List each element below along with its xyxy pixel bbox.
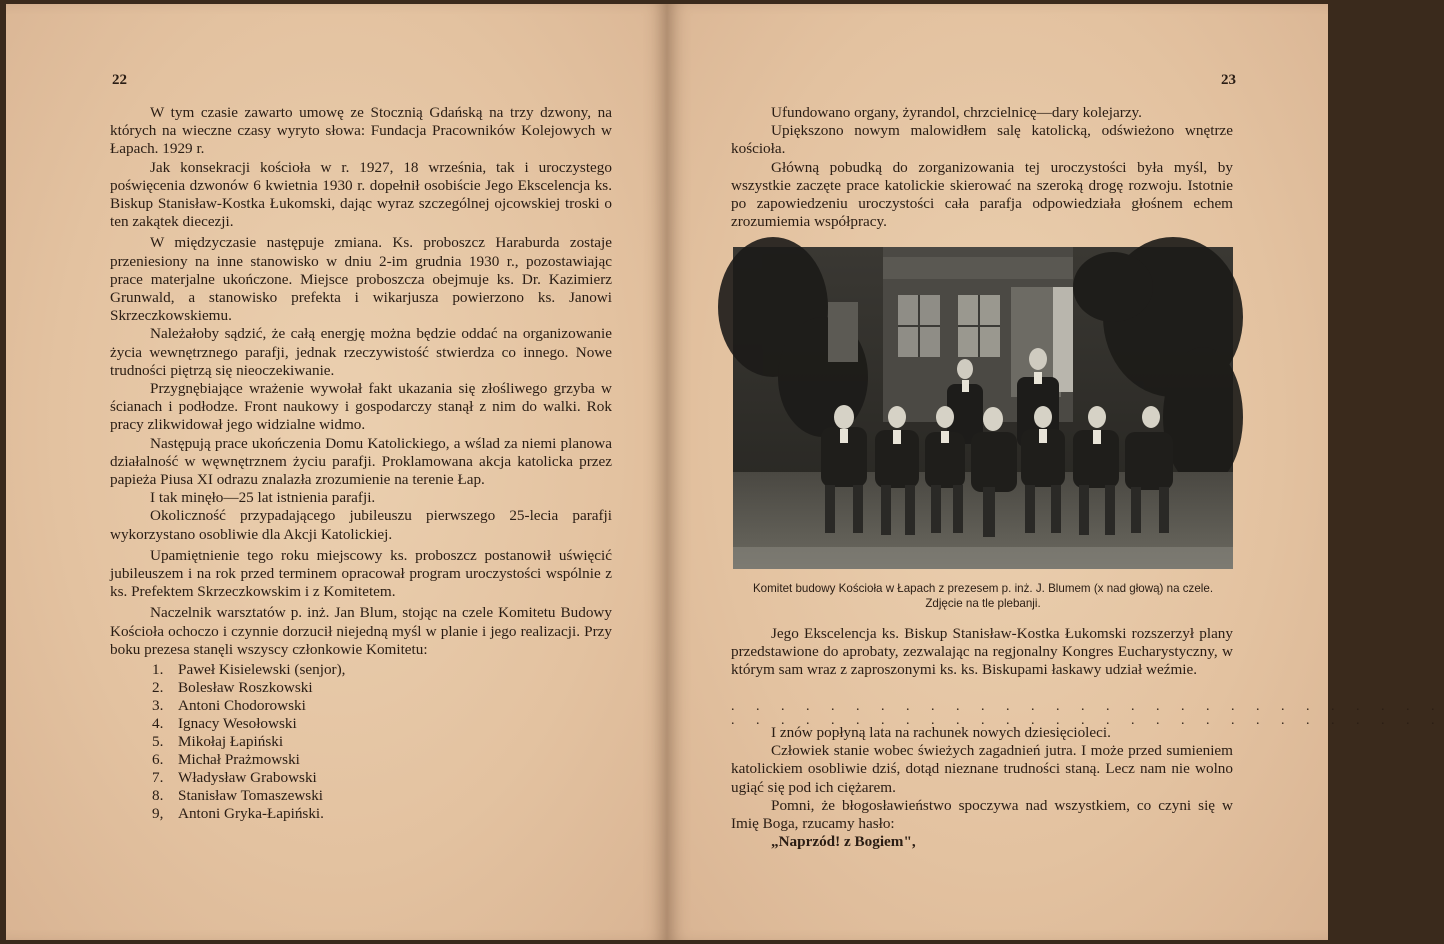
paragraph: Naczelnik warsztatów p. inż. Jan Blum, stojąc na czele Komitetu Budowy Kościoła ochoczo i czynnie dorzucił niejedną myśl w planie i jego realizacji. Przy boku prezesa stanęli wszyscy członkowie Komitetu: xyxy=(110,604,612,658)
list-number: 6. xyxy=(152,751,164,769)
paragraph: Upiększono nowym malowidłem salę katolicką, odświeżono wnętrze kościoła. xyxy=(731,122,1233,158)
dots-line: . . . . . . . . . . . . . . . . . . . . . . . . . . . . . xyxy=(731,713,1444,728)
paragraph: I znów popłyną lata na rachunek nowych dziesięcioleci. xyxy=(771,724,1111,741)
right-page-middle-text xyxy=(731,625,1233,680)
list-number: 3. xyxy=(152,697,164,715)
list-item xyxy=(152,715,612,733)
slogan: „Naprzód! z Bogiem", xyxy=(771,833,916,851)
member-name: Mikołaj Łapiński xyxy=(178,733,284,751)
right-page-bottom-text xyxy=(731,724,1233,851)
paragraph: Upamiętnienie tego roku miejscowy ks. proboszcz postanowił uświęcić jubileuszem i na rok przed terminem opracował program uroczystości wspólnie z ks. Prefektem Skrzeczkowskim i z Komitetem. xyxy=(110,546,612,601)
caption-line: Komitet budowy Kościoła w Łapach z prezesem p. inż. J. Blumem (x nad głową) na czele. xyxy=(752,582,1214,595)
list-number: 8. xyxy=(152,787,164,805)
paragraph: Jego Ekscelencja ks. Biskup Stanisław-Kostka Łukomski rozszerzył plany przedstawione do aprobaty, zezwalając na regjonalny Kongres Eucharystyczny, w którym sam wraz z zaproszonymi ks. ks. Biskupami łaskawy udział weźmie. xyxy=(731,625,1233,679)
list-number: 2. xyxy=(152,679,164,697)
right-page-top-text xyxy=(731,104,1233,231)
paragraph: Ufundowano organy, żyrandol, chrzcielnicę—dary kolejarzy. xyxy=(771,104,1142,121)
list-number: 7. xyxy=(152,769,164,787)
list-item xyxy=(152,769,612,787)
list-item xyxy=(152,805,612,823)
page-number: 23 xyxy=(1221,72,1236,88)
paragraph: W tym czasie zawarto umowę ze Stocznią Gdańską na trzy dzwony, na których na wieczne czasy wyryto słowa: Fundacja Pracowników Kolejowych w Łapach. 1929 r. xyxy=(110,104,612,158)
member-name: Władysław Grabowski xyxy=(178,769,317,787)
paragraph: Główną pobudką do zorganizowania tej uroczystości była myśl, by wszystkie zaczęte prace katolickie skierować na szeroką drogę rozwoju. Istotnie po zapowiedzeniu uroczystości cała parafja odpowiedziała głośnem echem zrozumiemia współpracy. xyxy=(731,158,1233,231)
paragraph: I tak minęło—25 lat istnienia parafji. xyxy=(150,489,376,507)
list-number: 5. xyxy=(152,733,164,751)
member-name: Paweł Kisielewski (senjor), xyxy=(178,661,346,679)
paragraph: Należałoby sądzić, że całą energję można będzie oddać na organizowanie życia wewnętrznego parafji, jednak rzeczywistość stwierdza co innego. Nowe trudności piętrzą się nieoczekiwanie. xyxy=(110,325,612,379)
member-name: Antoni Gryka-Łapiński. xyxy=(178,805,324,823)
list-item xyxy=(152,679,612,697)
left-page-text xyxy=(110,104,612,823)
dots-line: . . . . . . . . . . . . . . . . . . . . . . . . . . . . . xyxy=(731,699,1444,714)
paragraph: Następują prace ukończenia Domu Katolickiego, a wślad za niemi planowa działalność w węwnętrznem życiu parafji. Proklamowana akcja katolicka przez papieża Piusa XI odrazu znalazła zrozumienie na terenie Łap. xyxy=(110,434,612,489)
paragraph: W międzyczasie następuje zmiana. Ks. proboszcz Haraburda zostaje przeniesiony na inne stanowisko w dniu 2-im grudnia 1930 r., pozostawiając prace materjalne ukończone. Miejsce proboszcza obejmuje ks. Dr. Kazimierz Grunwald, a stanowisko prefekta i wikarjusza powierzono ks. Janowi Skrzeczkowskiemu. xyxy=(110,234,612,325)
photo-caption xyxy=(727,582,1239,611)
list-number: 4. xyxy=(152,715,164,733)
list-item xyxy=(152,661,612,679)
member-name: Stanisław Tomaszewski xyxy=(178,787,324,805)
paragraph: Przygnębiające wrażenie wywołał fakt ukazania się złośliwego grzyba w ścianach i podłodze. Front naukowy i gospodarczy stanął z nim do walki. Rok pracy zlikwidował jego widzialne widmo. xyxy=(110,380,612,434)
member-name: Antoni Chodorowski xyxy=(178,697,306,715)
caption-line: Zdjęcie na tle plebanji. xyxy=(925,596,1041,610)
list-item xyxy=(152,697,612,715)
page-number: 22 xyxy=(112,72,127,88)
list-item xyxy=(152,787,612,805)
member-name: Michał Prażmowski xyxy=(178,751,300,769)
list-item xyxy=(152,733,612,751)
paragraph: Jak konsekracji kościoła w r. 1927, 18 września, tak i uroczystego poświęcenia dzwonów 6 kwietnia 1930 r. dopełnił osobiście Jego Ekscelencja ks. Biskup Stanisław-Kostka Łukomski, dając wyraz szczególnej ojcowskiej troski o ten zakątek diecezji. xyxy=(110,158,612,231)
committee-group-photo xyxy=(733,247,1233,569)
paragraph: Okoliczność przypadającego jubileuszu pierwszego 25-lecia parafji wykorzystano osobliwie dla Akcji Katolickiej. xyxy=(110,507,612,543)
paragraph: Człowiek stanie wobec świeżych zagadnień jutra. I może przed sumieniem katolickiem osobliwie dziś, dotąd nieznane trudności staną. Lecz nam nie wolno ugiąć się pod ich ciężarem. xyxy=(731,742,1233,796)
list-number: 9, xyxy=(152,805,164,823)
list-item xyxy=(152,751,612,769)
member-name: Bolesław Roszkowski xyxy=(178,679,313,697)
paragraph: Pomni, że błogosławieństwo spoczywa nad wszystkiem, co czyni się w Imię Boga, rzucamy hasło: xyxy=(731,796,1233,833)
member-name: Ignacy Wesołowski xyxy=(178,715,297,733)
photo-illustration xyxy=(733,247,1233,569)
left-page xyxy=(6,4,667,940)
list-number: 1. xyxy=(152,661,164,679)
right-page xyxy=(667,4,1444,940)
book-spread xyxy=(6,4,1444,940)
committee-members-list xyxy=(110,661,612,823)
